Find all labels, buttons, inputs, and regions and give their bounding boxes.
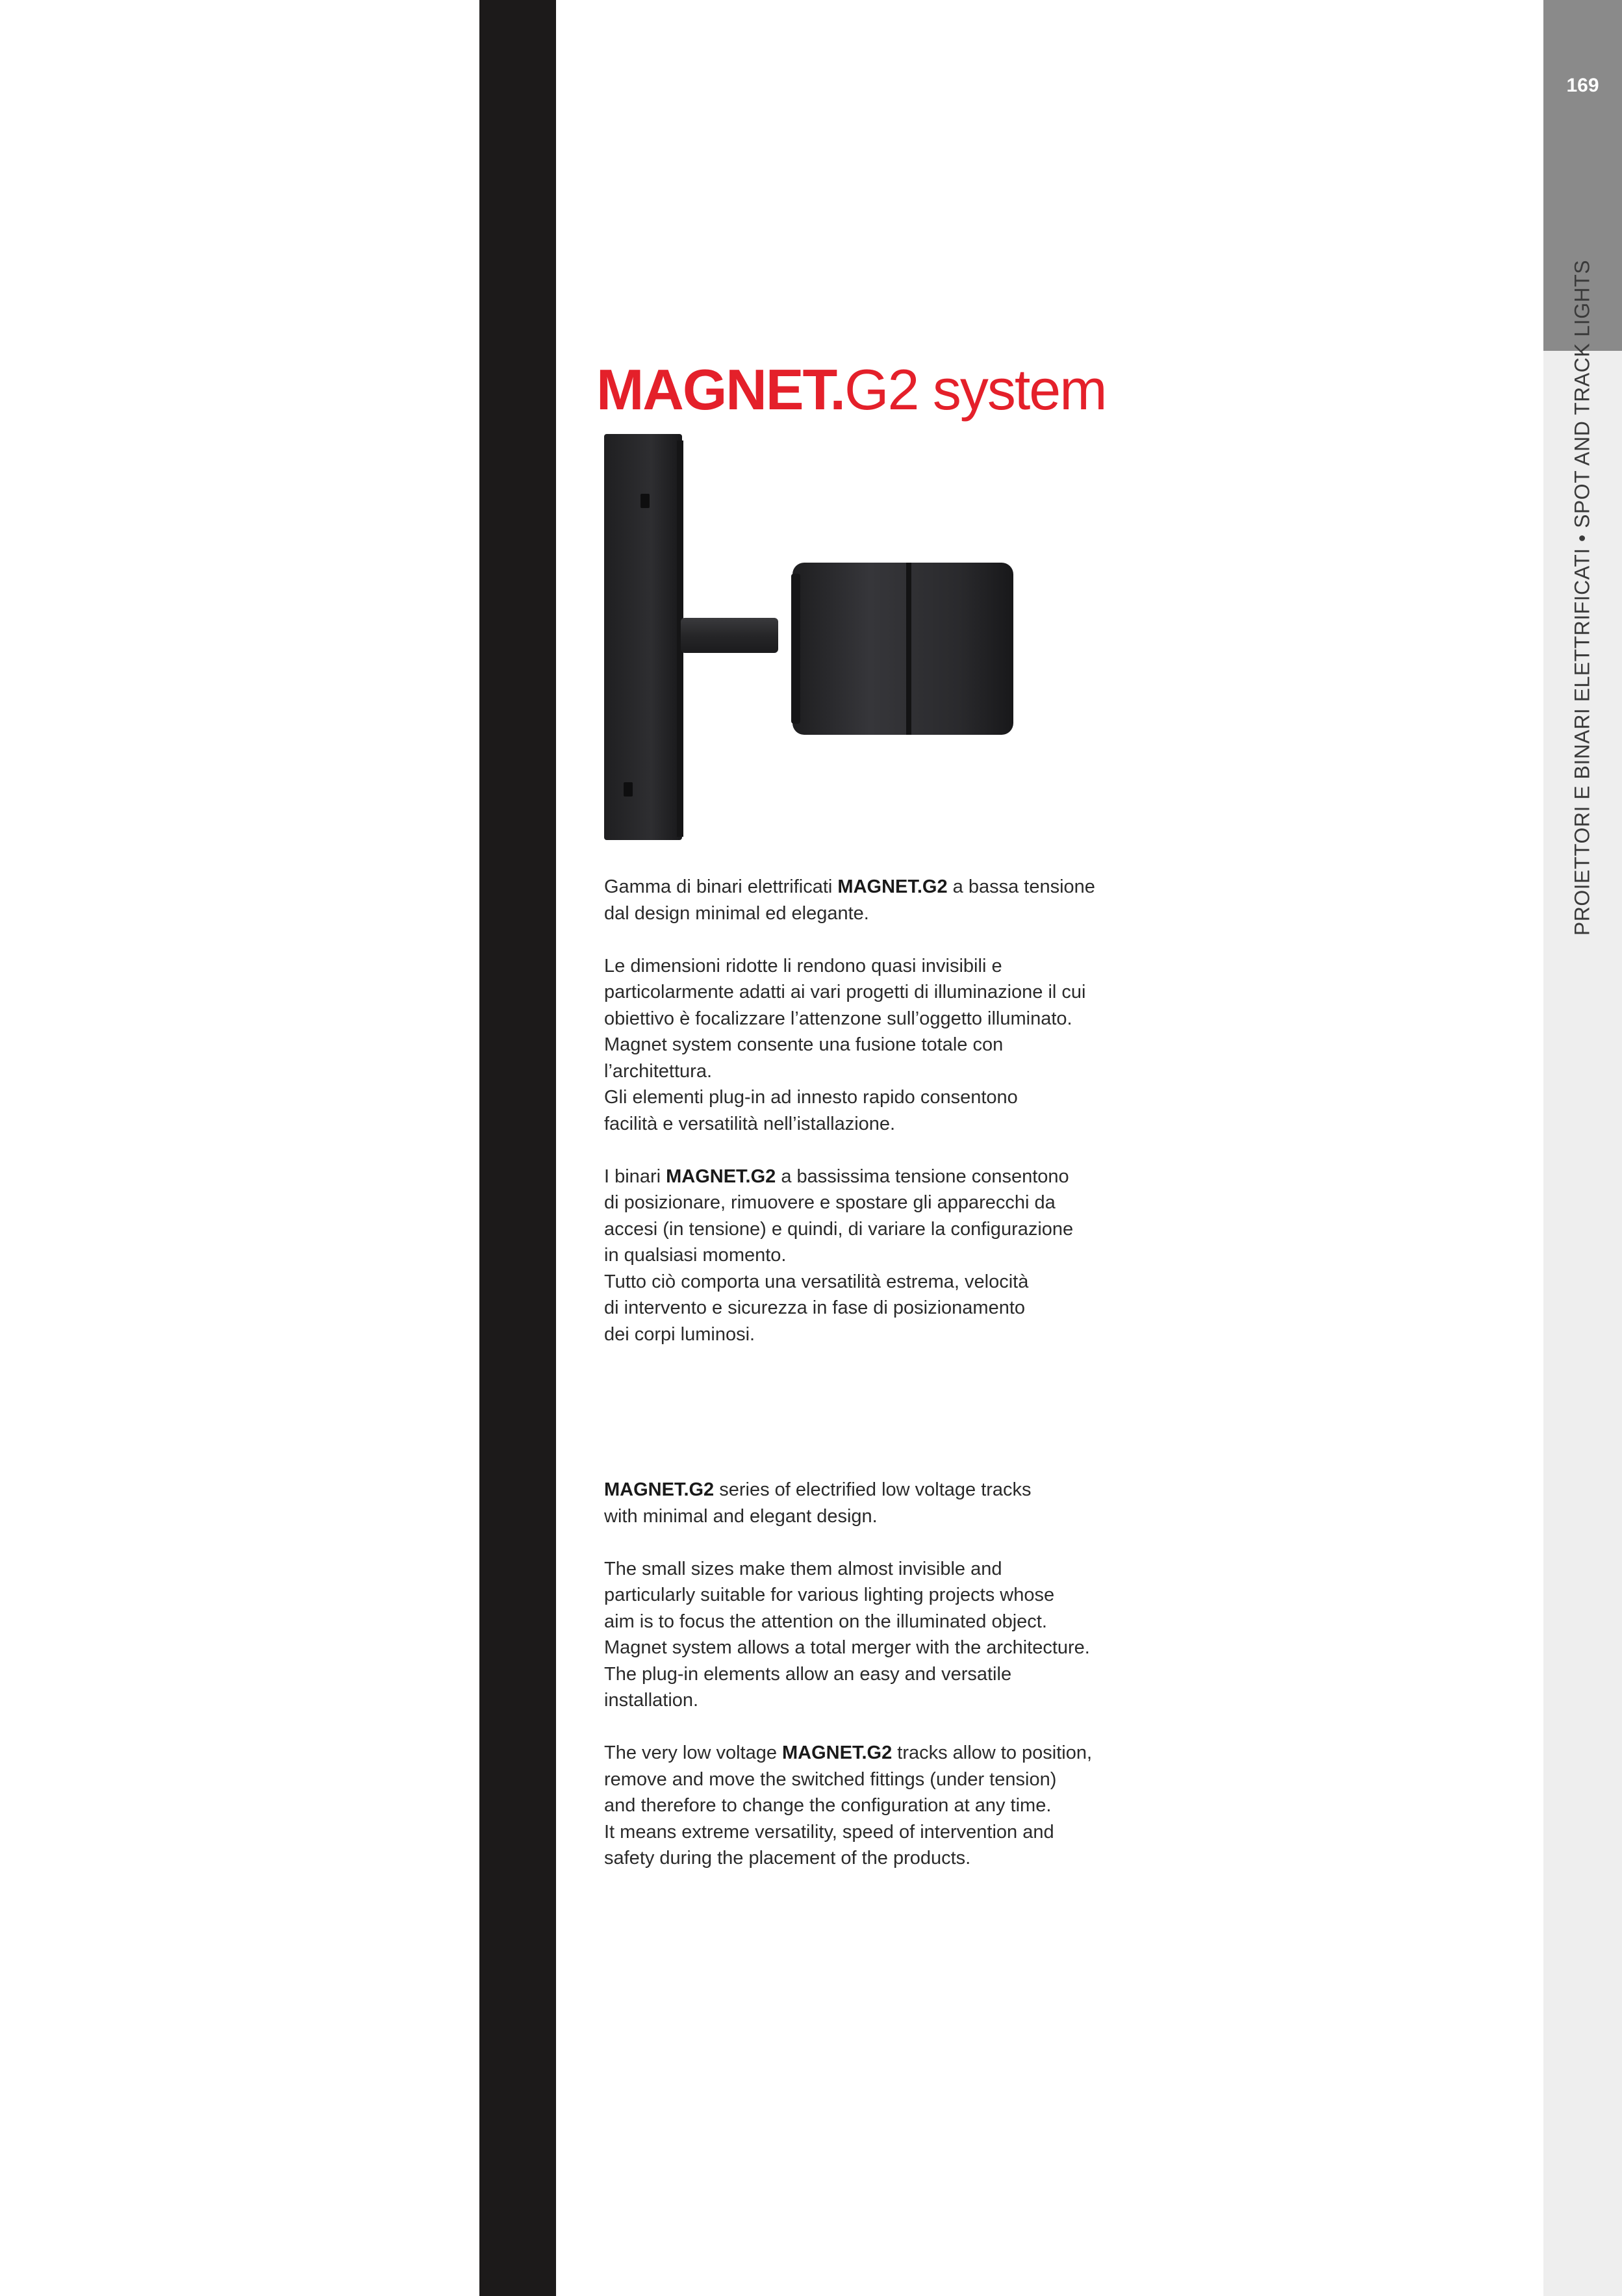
en-paragraph-3 [604,1740,1098,1872]
en-p3-post: tracks allow to position, remove and move the switched fittings (under tension) and therefore to change the configuration at any time. It means extreme versatility, speed of intervention and safety during the placement of the products. [604,1742,1093,1869]
section-label: PROIETTORI E BINARI ELETTRIFICATI • SPOT AND TRACK LIGHTS [1570,259,1594,936]
page-number: 169 [1566,75,1599,96]
rail-slot-top [640,494,650,508]
it-p1-post: a bassa tensione dal design minimal ed elegante. [604,876,1095,924]
en-p1-brand: MAGNET.G2 [604,1479,715,1500]
english-description [604,1477,1098,1898]
spot-head-ring [906,563,911,735]
it-p3-pre: I binari [604,1166,666,1187]
en-paragraph-2: The small sizes make them almost invisible and particularly suitable for various lighting projects whose aim is to focus the attention on the illuminated object. Magnet system allows a total merger with the architecture. The plug-in elements allow an easy and versatile installation. [604,1558,1090,1711]
it-p3-brand: MAGNET.G2 [666,1166,776,1187]
en-paragraph-1 [604,1477,1098,1529]
decorative-black-bar [479,0,556,2296]
italian-description [604,874,1098,1374]
en-p3-brand: MAGNET.G2 [782,1742,893,1763]
title-brand: MAGNET. [596,357,844,422]
it-p1-pre: Gamma di binari elettrificati [604,876,838,897]
spot-arm [681,618,778,653]
rail-slot-bottom [624,782,633,797]
en-p1-post: series of electrified low voltage tracks with minimal and elegant design. [604,1479,1032,1527]
side-tab [1543,0,1622,2296]
it-paragraph-3 [604,1164,1098,1348]
it-paragraph-2: Le dimensioni ridotte li rendono quasi invisibili e particolarmente adatti ai vari progetti di illuminazione il cui obiettivo è focalizzare l’attenzone sull’oggetto illuminato. Magnet system consente una fusione totale con l’architettura. Gli elementi plug-in ad innesto rapido consentono facilità e versatilità nell’istallazione. [604,955,1086,1134]
spot-head-back [791,574,800,724]
page-title [596,354,1106,426]
title-rest: G2 system [844,357,1106,422]
it-p1-brand: MAGNET.G2 [837,876,948,897]
it-p3-post: a bassissima tensione consentono di posizionare, rimuovere e spostare gli apparecchi da accesi (in tensione) e quindi, di variare la configurazione in qualsiasi momento. Tutto ciò comporta una versatilità estrema, velocità di intervento e sicurezza in fase di posizionamento dei corpi luminosi. [604,1166,1074,1345]
spot-head [792,563,1013,735]
product-image [598,434,1020,850]
it-paragraph-1 [604,874,1098,926]
en-p3-pre: The very low voltage [604,1742,783,1763]
